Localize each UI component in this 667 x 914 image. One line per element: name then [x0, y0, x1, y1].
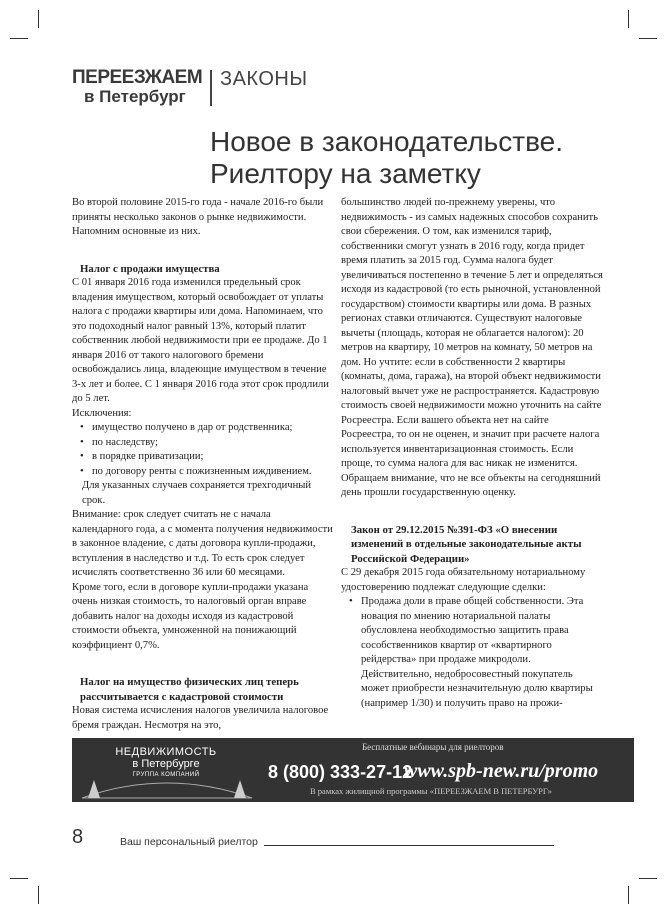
right-column	[341, 196, 603, 711]
list-item: • по договору ренты с пожизненным иждивением.	[80, 465, 334, 480]
list-item: • в порядке приватизации;	[80, 450, 334, 465]
bridge-icon	[72, 772, 262, 802]
section-heading-law: Закон от 29.12.2015 №391-ФЗ «О внесении изменений в отдельные законодательные акты Российской Федерации»	[351, 523, 582, 565]
section-label: ЗАКОНЫ	[220, 68, 308, 90]
paragraph: Новая система исчисления налогов увеличила налоговое бремя граждан. Несмотря на это,	[72, 705, 329, 731]
brand-logo	[72, 68, 212, 106]
paragraph: С 01 января 2016 года изменился предельный срок владения имуществом, который освобождает от уплаты налога с продажи квартиры или дома. Напоминаем, что это подоходный налог равный 13%, который платит собственник любой недвижимости при ее продаже. До 1 января 2016 от такого налогового бремени освобождались лица, владеющие имуществом в течение 3-х лет и более. С 1 января 2016 года этот срок продлили до 5 лет.	[72, 277, 329, 404]
banner-logo-line3: ГРУППА КОМПАНИЙ	[132, 772, 200, 778]
ad-banner[interactable]	[72, 738, 634, 802]
banner-website-link[interactable]: www.spb-new.ru/promo	[404, 760, 599, 782]
crop-mark	[38, 886, 39, 904]
crop-mark	[628, 886, 629, 904]
list-item: • имущество получено в дар от родственника;	[80, 421, 334, 436]
brand-line1: ПЕРЕЕЗЖАЕМ	[72, 67, 203, 88]
banner-bottom-text: В рамках жилищной программы «ПЕРЕЕЗЖАЕМ В ПЕТЕРБУРГ»	[310, 786, 552, 796]
intro-paragraph: Во второй половине 2015-го года - начале 2016-го были приняты несколько законов о рынке недвижимости. Напомним основные из них.	[72, 197, 324, 237]
crop-mark	[10, 38, 28, 39]
crop-mark	[628, 10, 629, 28]
brand-line2: в Петербург	[84, 87, 186, 106]
list-item: • по наследству;	[80, 436, 334, 451]
crop-mark	[639, 38, 657, 39]
deals-list	[341, 595, 603, 711]
title-line1: Новое в законодательстве.	[210, 126, 564, 157]
crop-mark	[38, 10, 39, 28]
section-heading-property-tax: Налог на имущество физических лиц теперь рассчитывается с кадастровой стоимости	[80, 676, 299, 703]
paragraph: большинство людей по-прежнему уверены, что недвижимость - из самых надежных способов сохранить свои сбережения. О том, как изменился тариф, собственники смогут узнать в 2016 году, когда придет время платить за 2015 год. Сумма налога будет увеличиваться постепенно в течение 5 лет и определяться исходя из кадастровой (то есть рыночной, установленной государством) стоимости квартиры или дома. В разных регионах ставки отличаются. Существуют налоговые вычеты (площадь, которая не облагается налогом): 20 метров на квартиру, 10 метров на комнату, 50 метров на дом. Но учтите: если в собственности 2 квартиры (комнаты, дома, гаража), на второй объект недвижимости налоговый вычет уже не распространяется. Кадастровую стоимость своей недвижимости можно уточнить на сайте Росреестра. Если вашего объекта нет на сайте Росреестра, то он не оценен, и значит при расчете налога используется инвентаризационная стоимость. Если проще, то сумма налога для вас никак не изменится. Обращаем внимание, что не все объекты на сегодняшний день прошли государственную оценку.	[341, 197, 603, 498]
left-column	[72, 196, 334, 733]
section-divider	[210, 70, 212, 106]
section-heading-tax-sale: Налог с продажи имущества	[80, 262, 220, 275]
running-footer: Ваш персональный риелтор	[120, 836, 258, 848]
banner-logo-line1: НЕДВИЖИМОСТЬ	[115, 746, 217, 758]
title-line2: Риелтору на заметку	[210, 158, 481, 189]
paragraph: С 29 декабря 2015 года обязательному нотариальному удостоверению подлежат следующие сделки:	[341, 567, 586, 593]
crop-mark	[639, 878, 657, 879]
paragraph: Для указанных случаев сохраняется трехгодичный срок.	[82, 480, 312, 506]
page-number: 8	[72, 826, 84, 848]
paragraph: Кроме того, если в договоре купли-продажи указана очень низкая стоимость, то налоговый орган вправе добавить налог на доходы исходя из кадастровой стоимости объекта, умноженной на понижающий коэффициент 0,7%.	[72, 581, 309, 651]
footer-rule	[264, 845, 554, 846]
banner-phone[interactable]: 8 (800) 333-27-12	[268, 762, 413, 782]
article-title	[210, 126, 630, 190]
exceptions-list	[72, 421, 334, 479]
crop-mark	[10, 878, 28, 879]
banner-top-text: Бесплатные вебинары для риелторов	[362, 742, 504, 752]
list-item: • Продажа доли в праве общей собственности. Эта новация по мнению нотариальной палаты обусловлена необходимостью защитить права сособственников квартир от «квартирного рейдерства» при продаже микродоли. Действительно, недобросовестный покупатель может приобрести незначительную долю квартиры (например 1/30) и получить право на прожи-	[349, 595, 603, 711]
exceptions-label: Исключения:	[72, 407, 132, 419]
banner-logo-line2: в Петербурге	[132, 758, 200, 770]
paragraph: Внимание: срок следует считать не с начала календарного года, а с момента получения недвижимости в законное владение, с даты договора купли-продажи, вступления в наследство и т.д. То есть срок следует исчислять соответственно 36 или 60 месяцами.	[72, 509, 333, 578]
